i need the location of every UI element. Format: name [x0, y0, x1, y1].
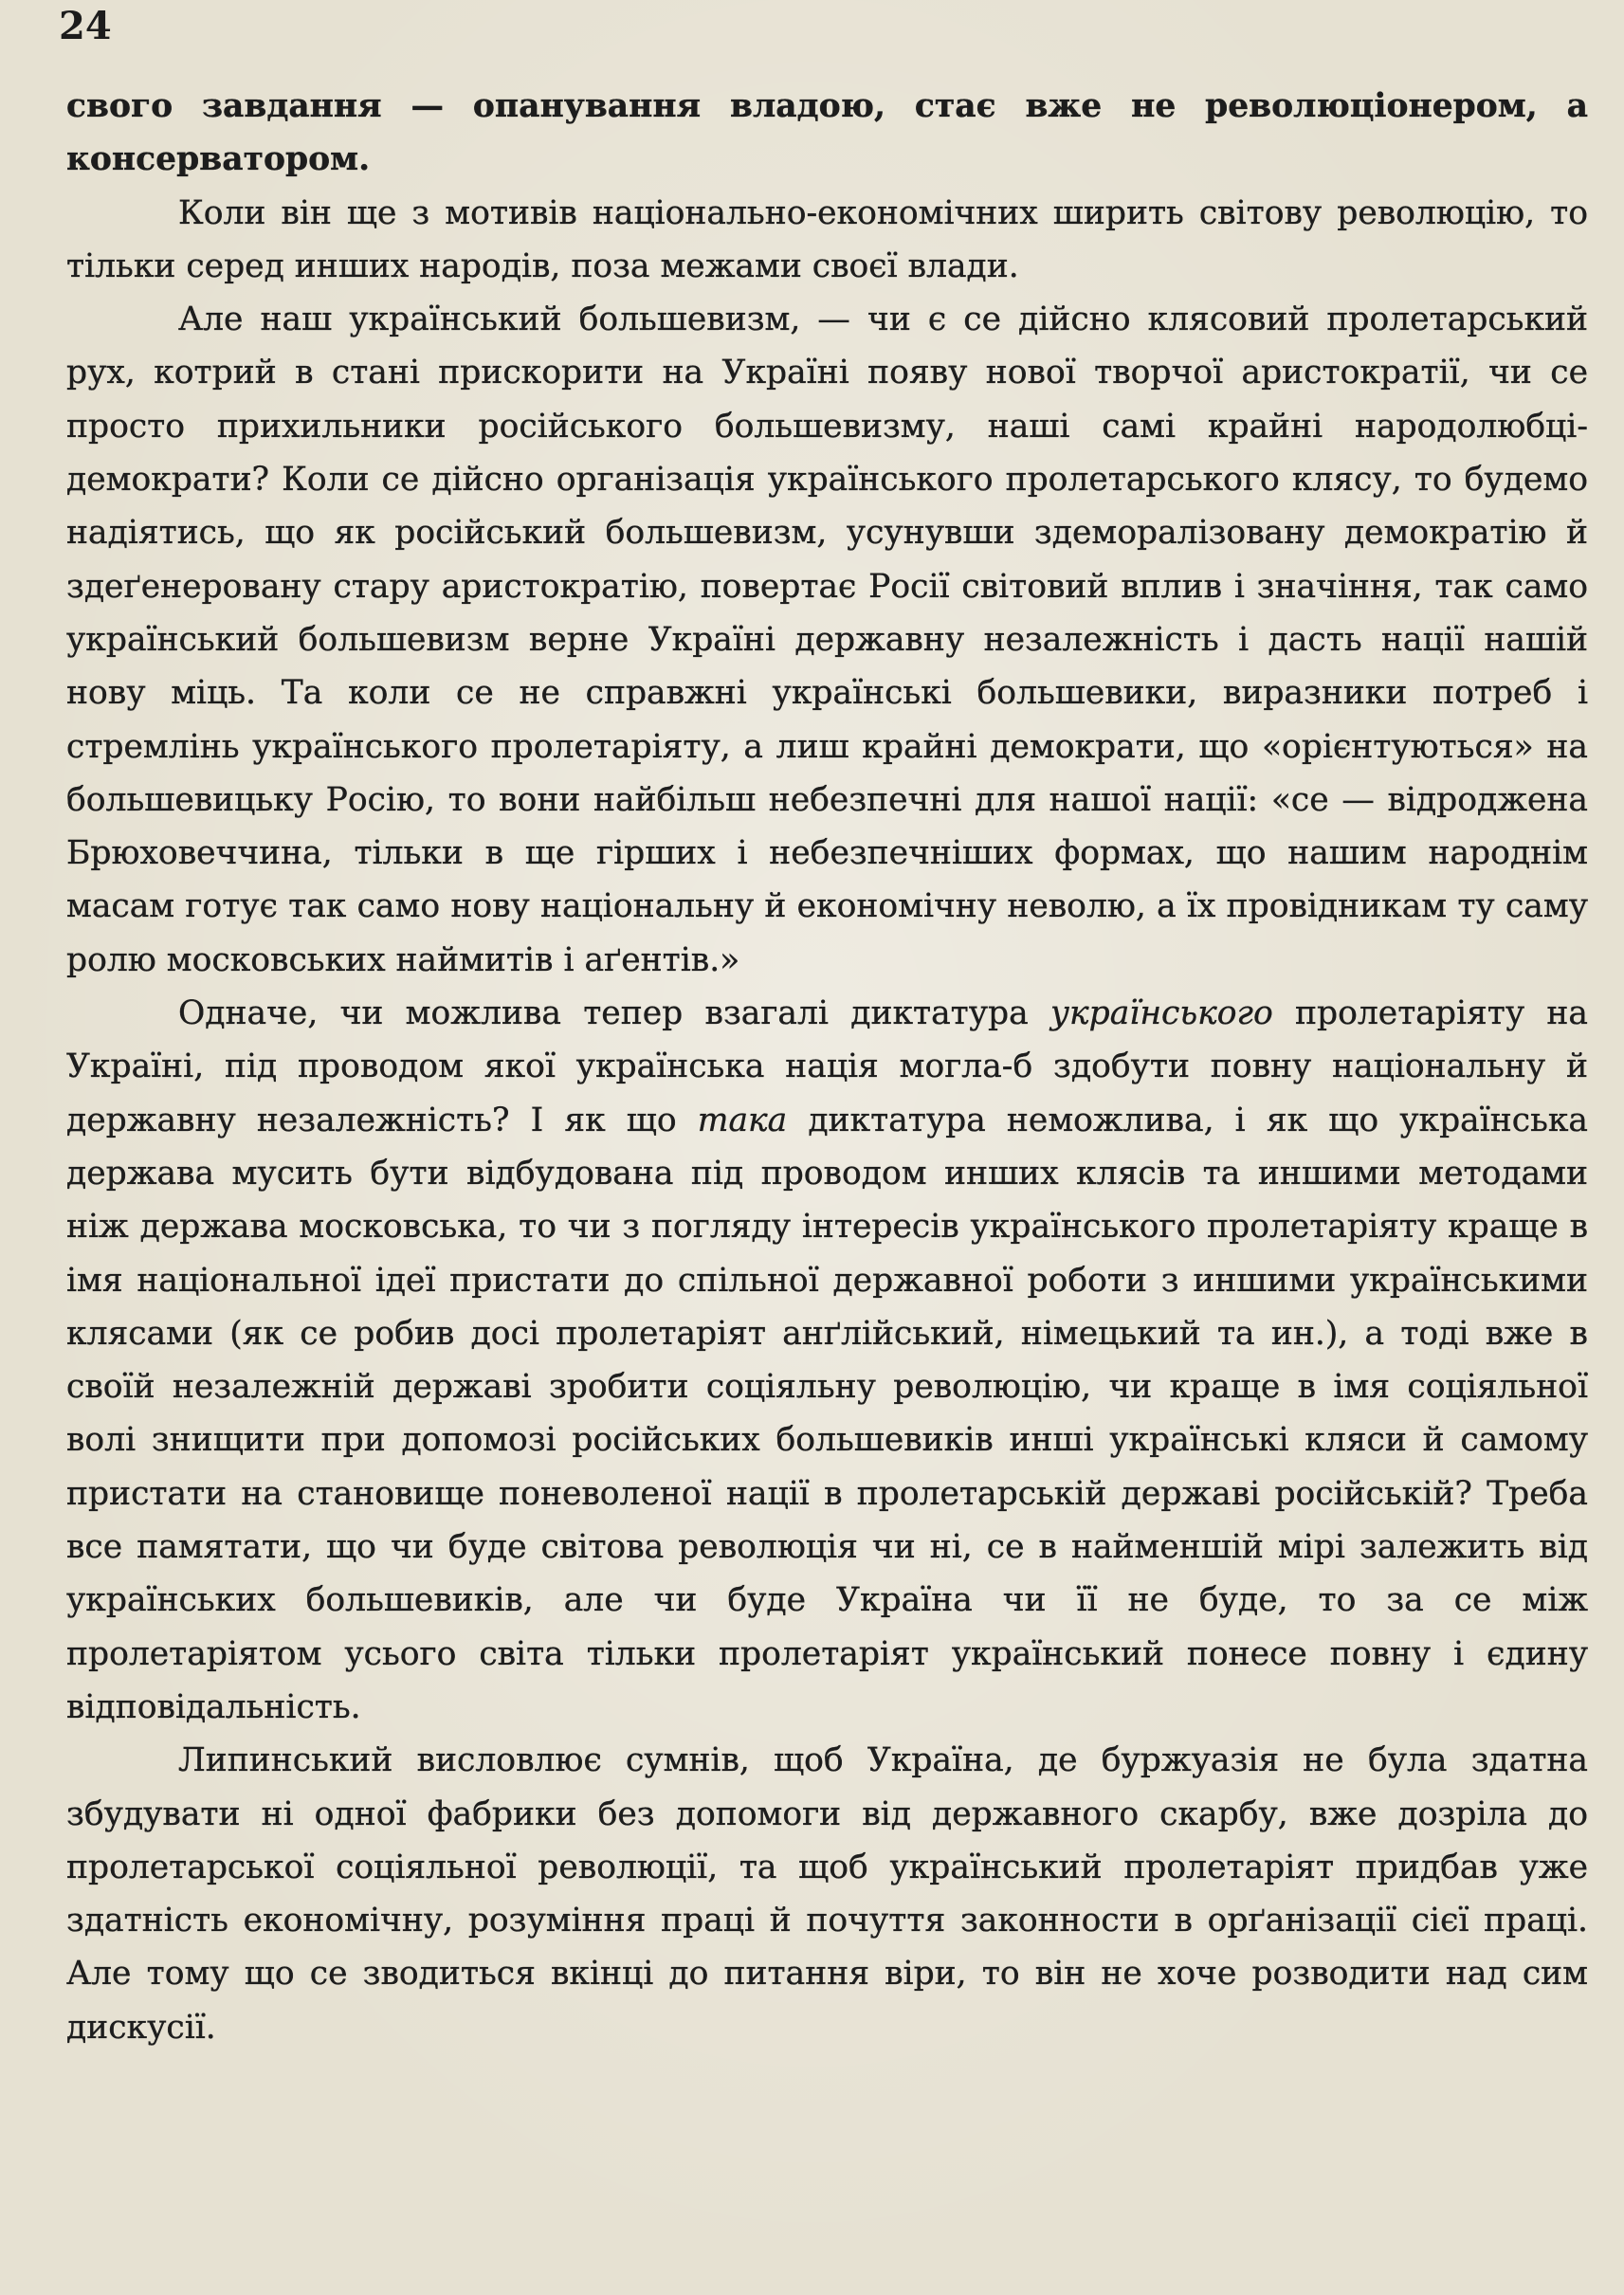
body-text [66, 80, 1588, 2054]
paragraph-4 [66, 987, 1588, 1734]
page-number: 24 [59, 4, 112, 48]
paragraph-5: Липинський висловлює сумнів, щоб Україна, де буржуазія не була здатна збудувати ні одної фабрики без допомоги від державного скарбу, вже дозріла до пролетарської соціяльної революції, та щоб український пролетаріят придбав уже здатність економічну, розуміння праці й почуття законности в орґанізації сієї праці. Але тому що се зводиться вкінці до питання віри, то він не хоче розводити над сим дискусії. [66, 1741, 1588, 2047]
paragraph-4-part-3: диктатура неможлива, і як що українська держава мусить бути відбудована під проводом инших клясів та иншими методами ніж держава московська, то чи з погляду інтересів українського пролетаріяту краще в імя національної ідеї пристати до спільної державної роботи з иншими українськими клясами (як се робив досі пролетаріят анґлійський, німецький та ин.), а тоді вже в своїй незалежній державі зробити соціяльну революцію, чи краще в імя соціяльної волі знищити при допомозі російських большевиків инші українські кляси й самому пристати на становище поневоленої нації в пролетарській державі російській? Треба все памятати, що чи буде світова революція чи ні, се в найменшій мірі залежить від українських большевиків, але чи буде Україна чи її не буде, то за се між пролетаріятом усього світа тільки пролетаріят український понесе повну і єдину відповідальність. [66, 1101, 1588, 1726]
paragraph-1-text: свого завдання — опанування владою, стає вже не революціонером, а консерватором. [66, 87, 1588, 179]
italic-word-ukrainian: українського [1050, 994, 1273, 1033]
italic-word-such: така [697, 1101, 788, 1139]
paragraph-2: Коли він ще з мотивів національно-економічних ширить світову революцію, то тільки серед инших народів, поза межами своєї влади. [66, 193, 1588, 285]
paragraph-4-part-2: пролетаріяту на Україні, під проводом якої українська нація могла-б здобути повну національну й державну незалежність? І як що [66, 994, 1588, 1139]
paragraph-3: Але наш український большевизм, — чи є се дійсно клясовий пролетарський рух, котрий в стані прискорити на Україні появу нової творчої аристократії, чи се просто прихильники російського большевизму, наші самі крайні народолюбці-демократи? Коли се дійсно організація українського пролетарського клясу, то будемо надіятись, що як російський большевизм, усунувши здеморалізовану демократію й здеґенеровану стару аристократію, повертає Росії світовий вплив і значіння, так само український большевизм верне Україні державну незалежність і дасть нації нашій нову міць. Та коли се не справжні українські большевики, виразники потреб і стремлінь українського пролетаріяту, а лиш крайні демократи, що «орієнтуються» на большевицьку Росію, то вони найбільш небезпечні для нашої нації: «се — відроджена Брюховеччина, тільки в ще гірших і небезпечніших формах, що нашим народнім масам готує так само нову національну й економічну неволю, а їх провідникам ту саму ролю московських наймитів і аґентів.» [66, 301, 1588, 979]
paragraph-1 [66, 80, 1588, 187]
paragraph-4-part-1: Одначе, чи можлива тепер взагалі диктатура [178, 994, 1051, 1033]
